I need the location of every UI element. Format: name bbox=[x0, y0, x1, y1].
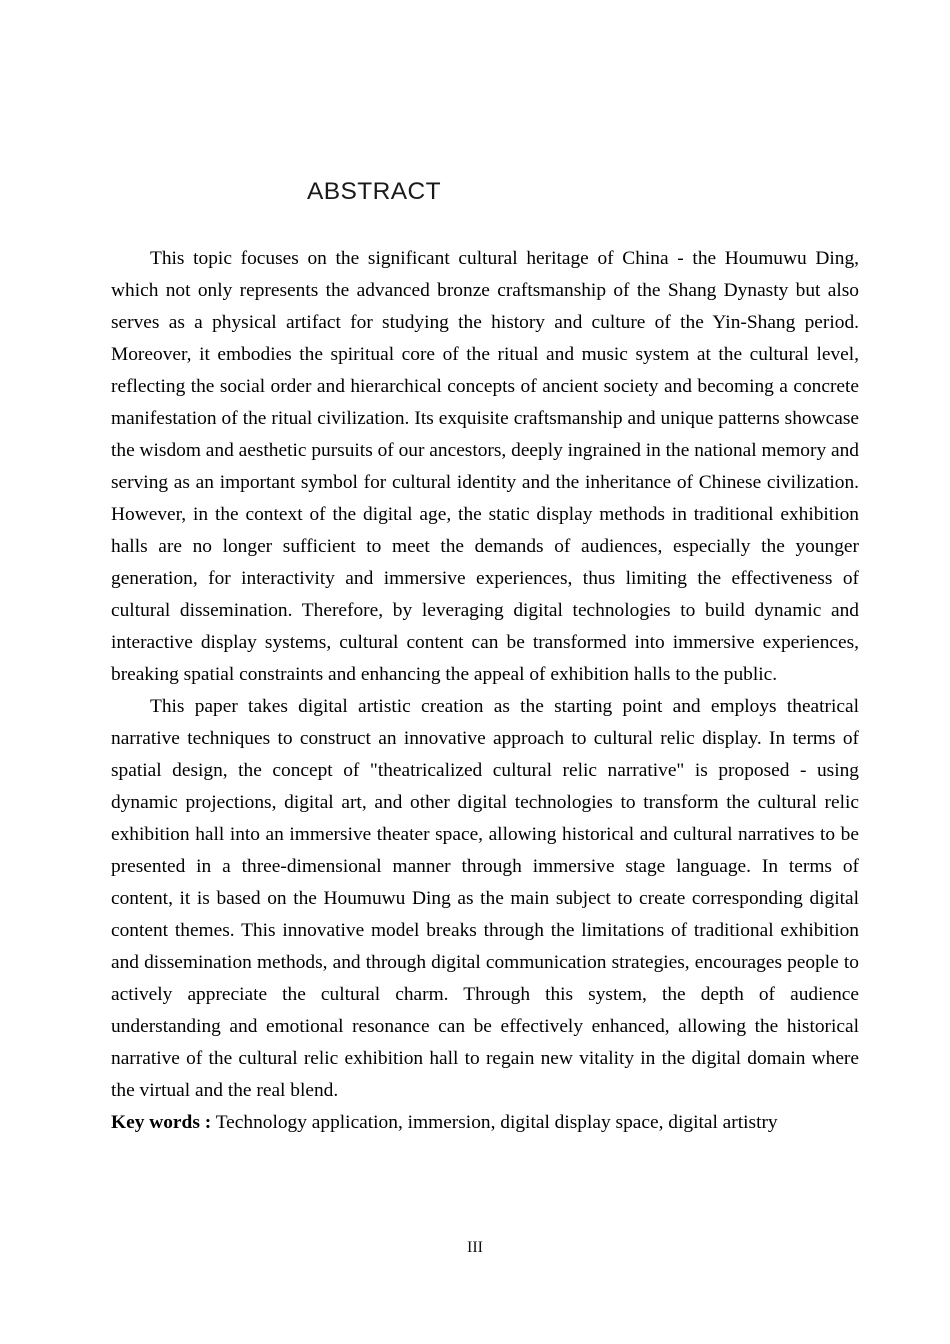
abstract-paragraph-2: This paper takes digital artistic creation as the starting point and employs theatrical narrative techniques to construct an innovative approach to cultural relic display. In terms of spatial design, the concept of "theatricalized cultural relic narrative" is proposed - using dynamic projections, digital art, and other digital technologies to transform the cultural relic exhibition hall into an immersive theater space, allowing historical and cultural narratives to be presented in a three-dimensional manner through immersive stage language. In terms of content, it is based on the Houmuwu Ding as the main subject to create corresponding digital content themes. This innovative model breaks through the limitations of traditional exhibition and dissemination methods, and through digital communication strategies, encourages people to actively appreciate the cultural charm. Through this system, the depth of audience understanding and emotional resonance can be effectively enhanced, allowing the historical narrative of the cultural relic exhibition hall to regain new vitality in the digital domain where the virtual and the real blend. bbox=[111, 696, 859, 1101]
page-number: III bbox=[467, 1239, 483, 1256]
keywords-line bbox=[111, 1107, 859, 1139]
keywords-label: Key words : bbox=[111, 1112, 212, 1133]
abstract-text-block bbox=[111, 243, 859, 1139]
page-title: ABSTRACT bbox=[307, 178, 441, 205]
abstract-paragraph-1: This topic focuses on the significant cultural heritage of China - the Houmuwu Ding, which not only represents the advanced bronze craftsmanship of the Shang Dynasty but also serves as a physical artifact for studying the history and culture of the Yin-Shang period. Moreover, it embodies the spiritual core of the ritual and music system at the cultural level, reflecting the social order and hierarchical concepts of ancient society and becoming a concrete manifestation of the ritual civilization. Its exquisite craftsmanship and unique patterns showcase the wisdom and aesthetic pursuits of our ancestors, deeply ingrained in the national memory and serving as an important symbol for cultural identity and the inheritance of Chinese civilization. However, in the context of the digital age, the static display methods in traditional exhibition halls are no longer sufficient to meet the demands of audiences, especially the younger generation, for interactivity and immersive experiences, thus limiting the effectiveness of cultural dissemination. Therefore, by leveraging digital technologies to build dynamic and interactive display systems, cultural content can be transformed into immersive experiences, breaking spatial constraints and enhancing the appeal of exhibition halls to the public. bbox=[111, 248, 859, 685]
keywords-value: Technology application, immersion, digital display space, digital artistry bbox=[215, 1112, 778, 1133]
